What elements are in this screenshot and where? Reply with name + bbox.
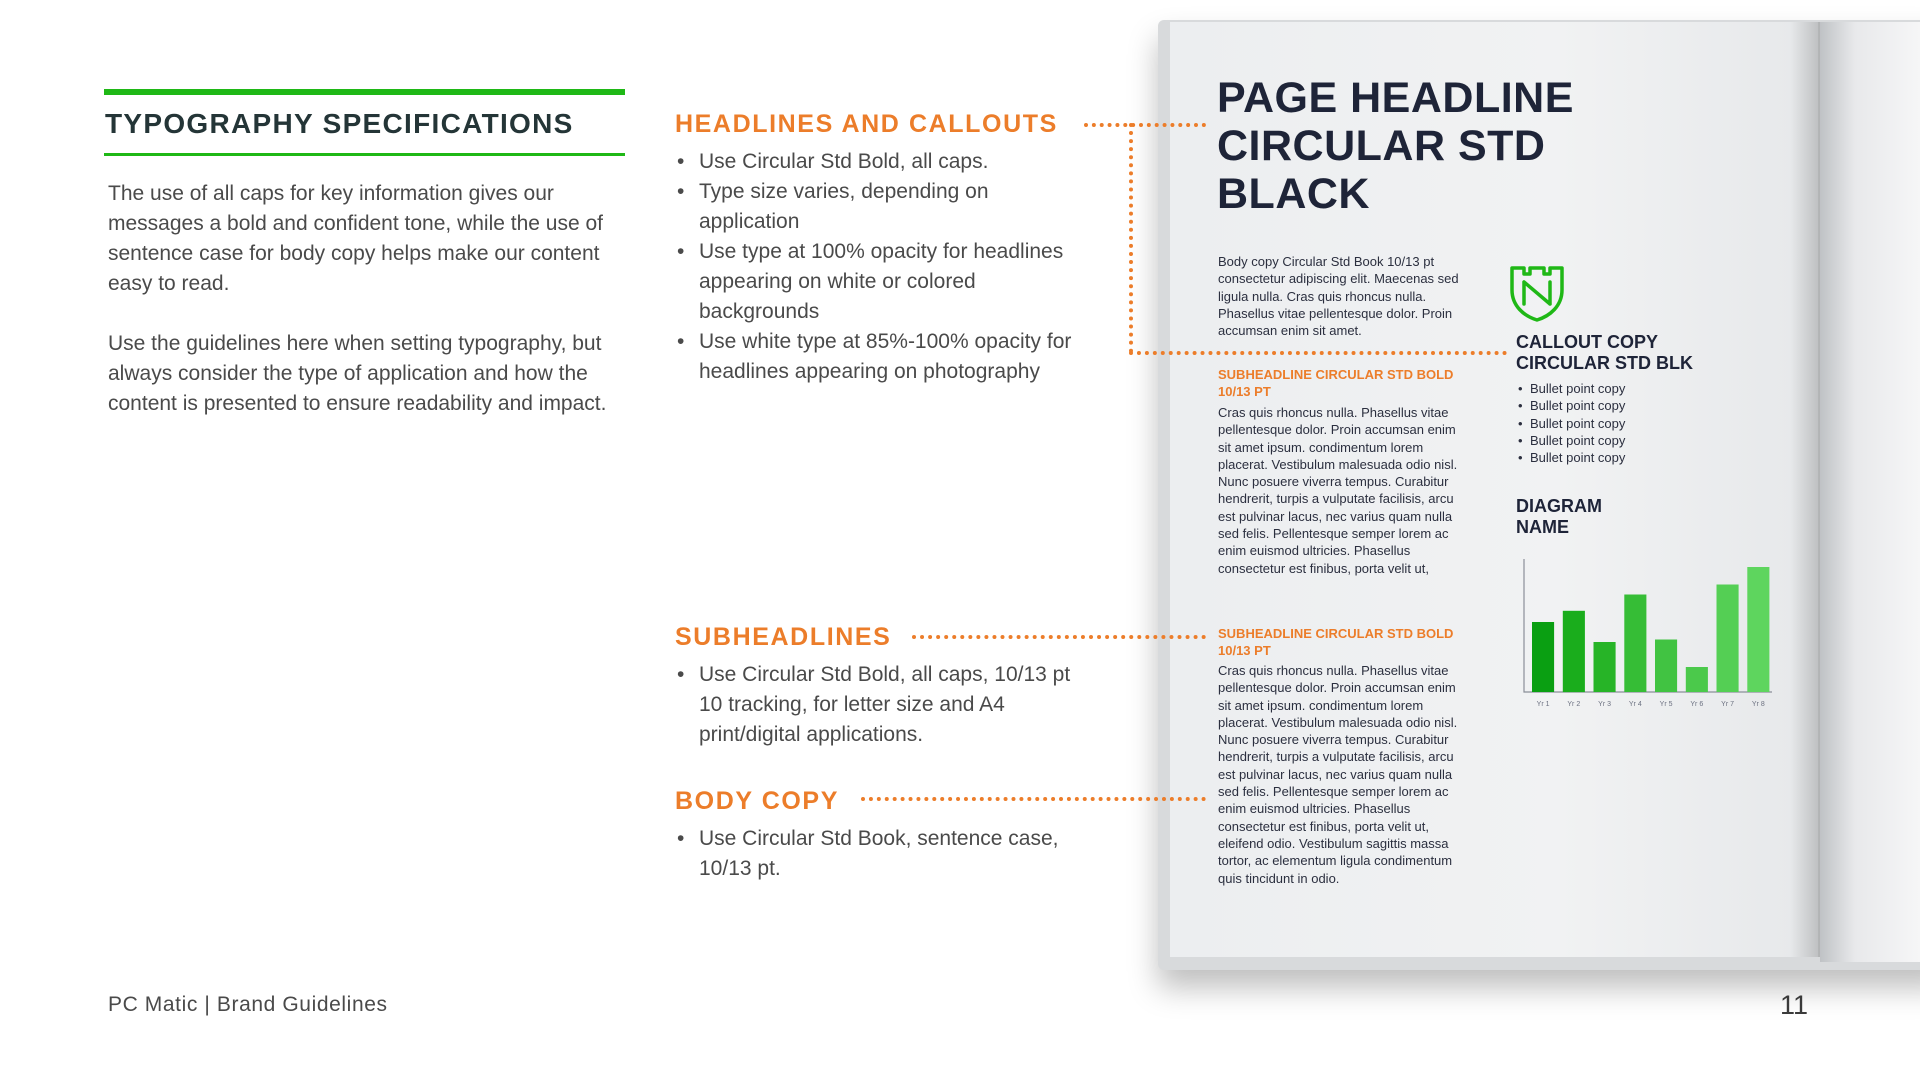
shield-logo-icon bbox=[1506, 262, 1568, 324]
chart-tick-label: Yr 2 bbox=[1567, 701, 1581, 708]
booklet-subheadline: SUBHEADLINE CIRCULAR STD BOLD 10/13 PT bbox=[1218, 367, 1454, 399]
list-item: • Use type at 100% opacity for headlines appearing on white or colored backgrounds bbox=[675, 237, 1075, 327]
subheadlines-heading: SUBHEADLINES bbox=[675, 623, 892, 651]
list-item: • Use Circular Std Bold, all caps. bbox=[675, 147, 1075, 177]
body-copy-connector bbox=[861, 797, 1206, 801]
booklet-gutter bbox=[1790, 22, 1820, 957]
headline-connector bbox=[1084, 123, 1206, 127]
page-number: 11 bbox=[1780, 990, 1809, 1020]
subheadlines-bullets bbox=[675, 660, 1075, 750]
headlines-heading: HEADLINES AND CALLOUTS bbox=[675, 110, 1058, 138]
chart-bar bbox=[1717, 585, 1739, 693]
list-item: • Bullet point copy bbox=[1516, 380, 1716, 397]
chart-tick-label: Yr 8 bbox=[1751, 701, 1765, 708]
booklet-paragraph: Cras quis rhoncus nulla. Phasellus vitae pellentesque dolor. Proin accumsan enim sit amet ipsum. condimentum lorem placerat. Vestibulum malesuada odio nisl. Nunc posuere viverra tempus. Curabitur hendrerit, turpis a vulputate facilisis, arcu est pulvinar lacus, nec varius quam nulla sed felis. Pellentesque semper lorem ac enim euismod ultricies. Phasellus consectetur est finibus, porta velit ut, bbox=[1218, 405, 1458, 576]
booklet-body-intro: Body copy Circular Std Book 10/13 pt consectetur adipiscing elit. Maecenas sed ligula nulla. Cras quis rhoncus nulla. Phasellus vitae pellentesque dolor. Proin accumsan enim sit amet. bbox=[1218, 254, 1459, 339]
booklet-right-page bbox=[1820, 22, 1920, 962]
list-item: • Use white type at 85%-100% opacity for headlines appearing on photography bbox=[675, 327, 1075, 387]
booklet-subheadline: SUBHEADLINE CIRCULAR STD BOLD 10/13 PT bbox=[1218, 626, 1454, 658]
title-top-rule bbox=[104, 89, 625, 95]
footer-text: PC Matic | Brand Guidelines bbox=[108, 993, 388, 1016]
chart-bar bbox=[1594, 642, 1616, 692]
list-item: • Use Circular Std Book, sentence case, 10/13 pt. bbox=[675, 824, 1075, 884]
bar-chart bbox=[1518, 555, 1774, 715]
headlines-bullets bbox=[675, 147, 1075, 387]
chart-bar bbox=[1563, 611, 1585, 692]
booklet-headline: PAGE HEADLINE CIRCULAR STD BLACK bbox=[1217, 74, 1574, 218]
chart-bar bbox=[1655, 640, 1677, 693]
body-copy-bullets bbox=[675, 824, 1075, 884]
booklet-callout: CALLOUT COPY CIRCULAR STD BLK bbox=[1516, 332, 1693, 373]
booklet-paragraph: Cras quis rhoncus nulla. Phasellus vitae pellentesque dolor. Proin accumsan enim sit amet ipsum. condimentum lorem placerat. Vestibulum malesuada odio nisl. Nunc posuere viverra tempus. Curabitur hendrerit, turpis a vulputate facilisis, arcu est pulvinar lacus, nec varius quam nulla sed felis. Pellentesque semper lorem ac enim euismod ultricies. Phasellus consectetur est finibus, porta velit ut, eleifend odio. Vestibulum sagittis massa tortor, ac elementum ligula condimentum quis tincidunt in odio. bbox=[1218, 663, 1458, 886]
list-item: • Use Circular Std Bold, all caps, 10/13 pt 10 tracking, for letter size and A4 print/digital applications. bbox=[675, 660, 1075, 750]
intro-paragraph: Use the guidelines here when setting typography, but always consider the type of application and how the content is presented to ensure readability and impact. bbox=[108, 332, 607, 415]
list-item: • Bullet point copy bbox=[1516, 432, 1716, 449]
callout-connector-vertical bbox=[1129, 123, 1133, 353]
intro-paragraph: The use of all caps for key information gives our messages a bold and confident tone, while the use of sentence case for body copy helps make our content easy to read. bbox=[108, 182, 603, 295]
callout-connector bbox=[1129, 351, 1507, 355]
list-item: • Bullet point copy bbox=[1516, 449, 1716, 466]
chart-tick-label: Yr 6 bbox=[1690, 701, 1704, 708]
list-item: • Type size varies, depending on application bbox=[675, 177, 1075, 237]
chart-tick-label: Yr 7 bbox=[1721, 701, 1735, 708]
section-title: TYPOGRAPHY SPECIFICATIONS bbox=[105, 108, 574, 139]
chart-tick-label: Yr 1 bbox=[1536, 701, 1550, 708]
chart-tick-label: Yr 5 bbox=[1659, 701, 1673, 708]
intro-text bbox=[108, 179, 628, 449]
diagram-title: DIAGRAM NAME bbox=[1516, 496, 1602, 537]
chart-bar bbox=[1532, 622, 1554, 692]
chart-tick-label: Yr 4 bbox=[1628, 701, 1642, 708]
chart-bar bbox=[1686, 667, 1708, 692]
body-copy-heading: BODY COPY bbox=[675, 787, 839, 815]
booklet-bullets bbox=[1516, 380, 1716, 466]
chart-bar bbox=[1747, 567, 1769, 692]
title-bottom-rule bbox=[104, 153, 625, 156]
list-item: • Bullet point copy bbox=[1516, 415, 1716, 432]
list-item: • Bullet point copy bbox=[1516, 397, 1716, 414]
chart-tick-label: Yr 3 bbox=[1598, 701, 1612, 708]
chart-bar bbox=[1624, 595, 1646, 693]
subheadline-connector bbox=[912, 635, 1206, 639]
